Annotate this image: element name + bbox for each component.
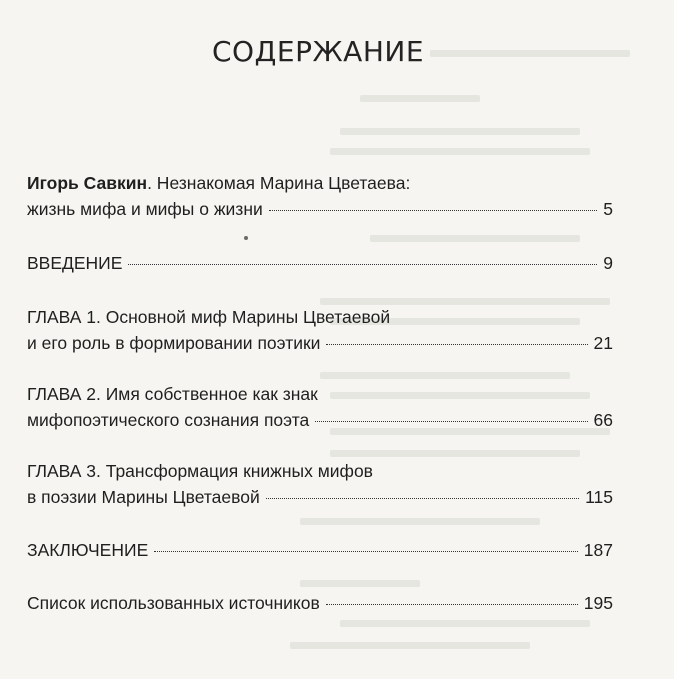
toc-entry-title: ГЛАВА 3. Трансформация книжных мифов (27, 461, 373, 481)
toc-entry-title-cont: жизнь мифа и мифы о жизни (27, 199, 263, 219)
toc-entry-title-cont: и его роль в формировании поэтики (27, 333, 321, 353)
dot-leader (128, 264, 597, 265)
toc-entry-intro-essay[interactable] (27, 170, 613, 222)
page-title: СОДЕРЖАНИЕ (211, 35, 425, 68)
toc-page-number: 195 (583, 593, 613, 613)
toc-page-number: 9 (603, 253, 613, 273)
toc-page-number: 187 (583, 540, 613, 560)
toc-entry-conclusion[interactable] (27, 537, 613, 563)
dot-leader (326, 344, 587, 345)
toc-entry-introduction[interactable] (27, 250, 613, 276)
dot-leader (315, 421, 587, 422)
dot-leader (266, 498, 579, 499)
toc-entry-title: ЗАКЛЮЧЕНИЕ (27, 540, 149, 560)
dot-leader (269, 210, 597, 211)
toc-entry-chapter-3[interactable] (27, 458, 613, 510)
toc-page-number: 66 (593, 410, 613, 430)
toc-entry-bibliography[interactable] (27, 590, 613, 616)
toc-entry-title: ГЛАВА 1. Основной миф Марины Цветаевой (27, 307, 391, 327)
toc-entry-chapter-2[interactable] (27, 381, 613, 433)
toc-page-number: 5 (603, 199, 613, 219)
dot-leader (326, 604, 578, 605)
toc-entry-title: . Незнакомая Марина Цветаева: (147, 173, 411, 193)
dot-leader (154, 551, 578, 552)
toc-entry-title-cont: в поэзии Марины Цветаевой (27, 487, 260, 507)
toc-author: Игорь Савкин (27, 173, 148, 193)
toc-entry-title: ВВЕДЕНИЕ (27, 253, 123, 273)
toc-entry-chapter-1[interactable] (27, 304, 613, 356)
toc-page-number: 115 (585, 487, 613, 507)
toc-entry-title-cont: мифопоэтического сознания поэта (27, 410, 310, 430)
toc-page-number: 21 (593, 333, 613, 353)
toc-entry-title: ГЛАВА 2. Имя собственное как знак (27, 384, 318, 404)
toc-entry-title: Список использованных источников (27, 593, 320, 613)
